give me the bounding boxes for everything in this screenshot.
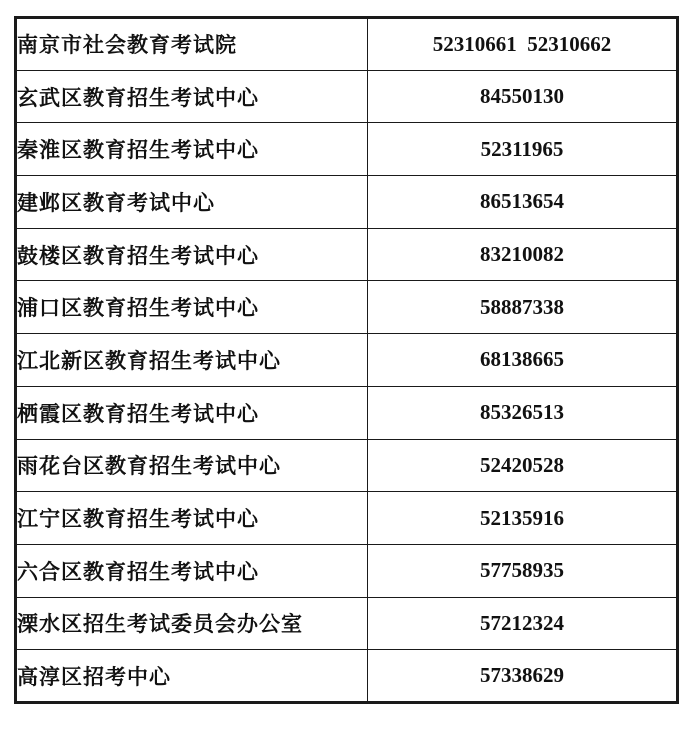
table-row: [16, 386, 678, 439]
table-row: [16, 123, 678, 176]
office-name-cell: 建邺区教育考试中心: [16, 176, 368, 229]
exam-office-contact-table: [14, 16, 679, 704]
office-name-cell: 秦淮区教育招生考试中心: [16, 123, 368, 176]
office-name-cell: 溧水区招生考试委员会办公室: [16, 597, 368, 650]
contact-table-container: [14, 16, 676, 704]
phone-number-cell: 52420528: [368, 439, 678, 492]
office-name-cell: 浦口区教育招生考试中心: [16, 281, 368, 334]
phone-number-cell: 57758935: [368, 544, 678, 597]
phone-number-cell: 85326513: [368, 386, 678, 439]
table-row: [16, 281, 678, 334]
table-row: [16, 176, 678, 229]
phone-number-cell: 68138665: [368, 334, 678, 387]
office-name-cell: 玄武区教育招生考试中心: [16, 70, 368, 123]
table-row: [16, 70, 678, 123]
table-row: [16, 492, 678, 545]
office-name-cell: 栖霞区教育招生考试中心: [16, 386, 368, 439]
table-row: [16, 597, 678, 650]
phone-number-cell: 57338629: [368, 650, 678, 703]
phone-number-cell: 84550130: [368, 70, 678, 123]
phone-number-cell: 52135916: [368, 492, 678, 545]
table-row: [16, 228, 678, 281]
office-name-cell: 江宁区教育招生考试中心: [16, 492, 368, 545]
table-row: [16, 544, 678, 597]
office-name-cell: 江北新区教育招生考试中心: [16, 334, 368, 387]
phone-number-cell: 52310661 52310662: [368, 18, 678, 71]
table-row: [16, 334, 678, 387]
office-name-cell: 鼓楼区教育招生考试中心: [16, 228, 368, 281]
office-name-cell: 高淳区招考中心: [16, 650, 368, 703]
table-row: [16, 439, 678, 492]
office-name-cell: 六合区教育招生考试中心: [16, 544, 368, 597]
table-row: [16, 18, 678, 71]
phone-number-cell: 57212324: [368, 597, 678, 650]
office-name-cell: 雨花台区教育招生考试中心: [16, 439, 368, 492]
phone-number-cell: 58887338: [368, 281, 678, 334]
phone-number-cell: 52311965: [368, 123, 678, 176]
phone-number-cell: 86513654: [368, 176, 678, 229]
office-name-cell: 南京市社会教育考试院: [16, 18, 368, 71]
table-row: [16, 650, 678, 703]
phone-number-cell: 83210082: [368, 228, 678, 281]
